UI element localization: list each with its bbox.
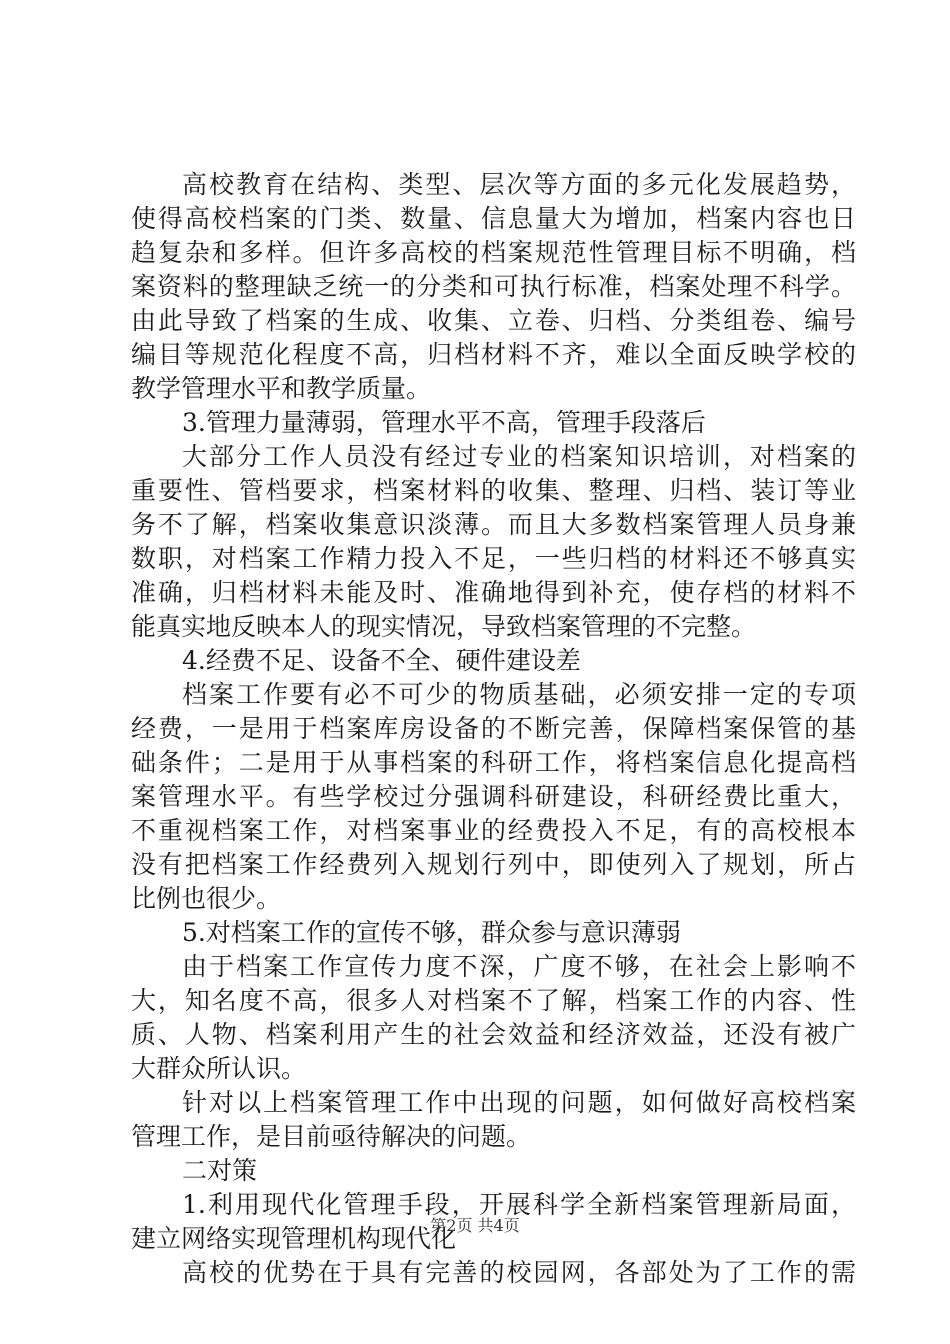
text-line: 4.经费不足、设备不全、硬件建设差 (182, 646, 581, 675)
text-line: 没有把档案工作经费列入规划行列中，即使列入了规划，所占 (131, 850, 856, 879)
text-line: 案资料的整理缺乏统一的分类和可执行标准，档案处理不科学。 (131, 272, 856, 301)
text-line: 比例也很少。 (131, 884, 282, 913)
text-line: 数职，对档案工作精力投入不足，一些归档的材料还不够真实 (131, 544, 856, 573)
body-text (131, 168, 856, 1290)
text-line: 大部分工作人员没有经过专业的档案知识培训，对档案的 (182, 442, 856, 471)
text-line: 案管理水平。有些学校过分强调科研建设，科研经费比重大， (131, 782, 856, 811)
text-line: 高校的优势在于具有完善的校园网，各部处为了工作的需 (182, 1258, 856, 1287)
text-line: 使得高校档案的门类、数量、信息量大为增加，档案内容也日 (131, 204, 856, 233)
text-line: 大群众所认识。 (131, 1054, 307, 1083)
text-line: 编目等规范化程度不高，归档材料不齐，难以全面反映学校的 (131, 340, 856, 369)
page-footer: 第2页 共4页 (430, 1216, 520, 1235)
text-line: 趋复杂和多样。但许多高校的档案规范性管理目标不明确，档 (131, 238, 856, 267)
text-line: 重要性、管档要求，档案材料的收集、整理、归档、装订等业 (131, 476, 856, 505)
text-line: 质、人物、档案利用产生的社会效益和经济效益，还没有被广 (131, 1020, 856, 1049)
text-line: 由此导致了档案的生成、收集、立卷、归档、分类组卷、编号 (131, 306, 856, 335)
text-line: 教学管理水平和教学质量。 (131, 374, 432, 403)
text-line: 档案工作要有必不可少的物质基础，必须安排一定的专项 (182, 680, 856, 709)
text-line: 二对策 (182, 1156, 258, 1185)
text-line: 1.利用现代化管理手段，开展科学全新档案管理新局面， (182, 1190, 856, 1219)
text-line: 础条件；二是用于从事档案的科研工作，将档案信息化提高档 (131, 748, 856, 777)
text-line: 建立网络实现管理机构现代化 (131, 1224, 457, 1253)
text-line: 能真实地反映本人的现实情况，导致档案管理的不完整。 (131, 612, 757, 641)
text-line: 3.管理力量薄弱，管理水平不高，管理手段落后 (182, 408, 706, 437)
text-line: 大，知名度不高，很多人对档案不了解，档案工作的内容、性 (131, 986, 856, 1015)
text-line: 由于档案工作宣传力度不深，广度不够，在社会上影响不 (182, 952, 856, 981)
text-line: 高校教育在结构、类型、层次等方面的多元化发展趋势， (182, 170, 856, 199)
text-line: 不重视档案工作，对档案事业的经费投入不足，有的高校根本 (131, 816, 856, 845)
text-line: 管理工作，是目前亟待解决的问题。 (131, 1122, 532, 1151)
text-line: 5.对档案工作的宣传不够，群众参与意识薄弱 (182, 918, 681, 947)
text-line: 针对以上档案管理工作中出现的问题，如何做好高校档案 (182, 1088, 856, 1117)
text-line: 经费，一是用于档案库房设备的不断完善，保障档案保管的基 (131, 714, 856, 743)
text-line: 准确，归档材料未能及时、准确地得到补充，使存档的材料不 (131, 578, 856, 607)
text-line: 务不了解，档案收集意识淡薄。而且大多数档案管理人员身兼 (131, 510, 856, 539)
